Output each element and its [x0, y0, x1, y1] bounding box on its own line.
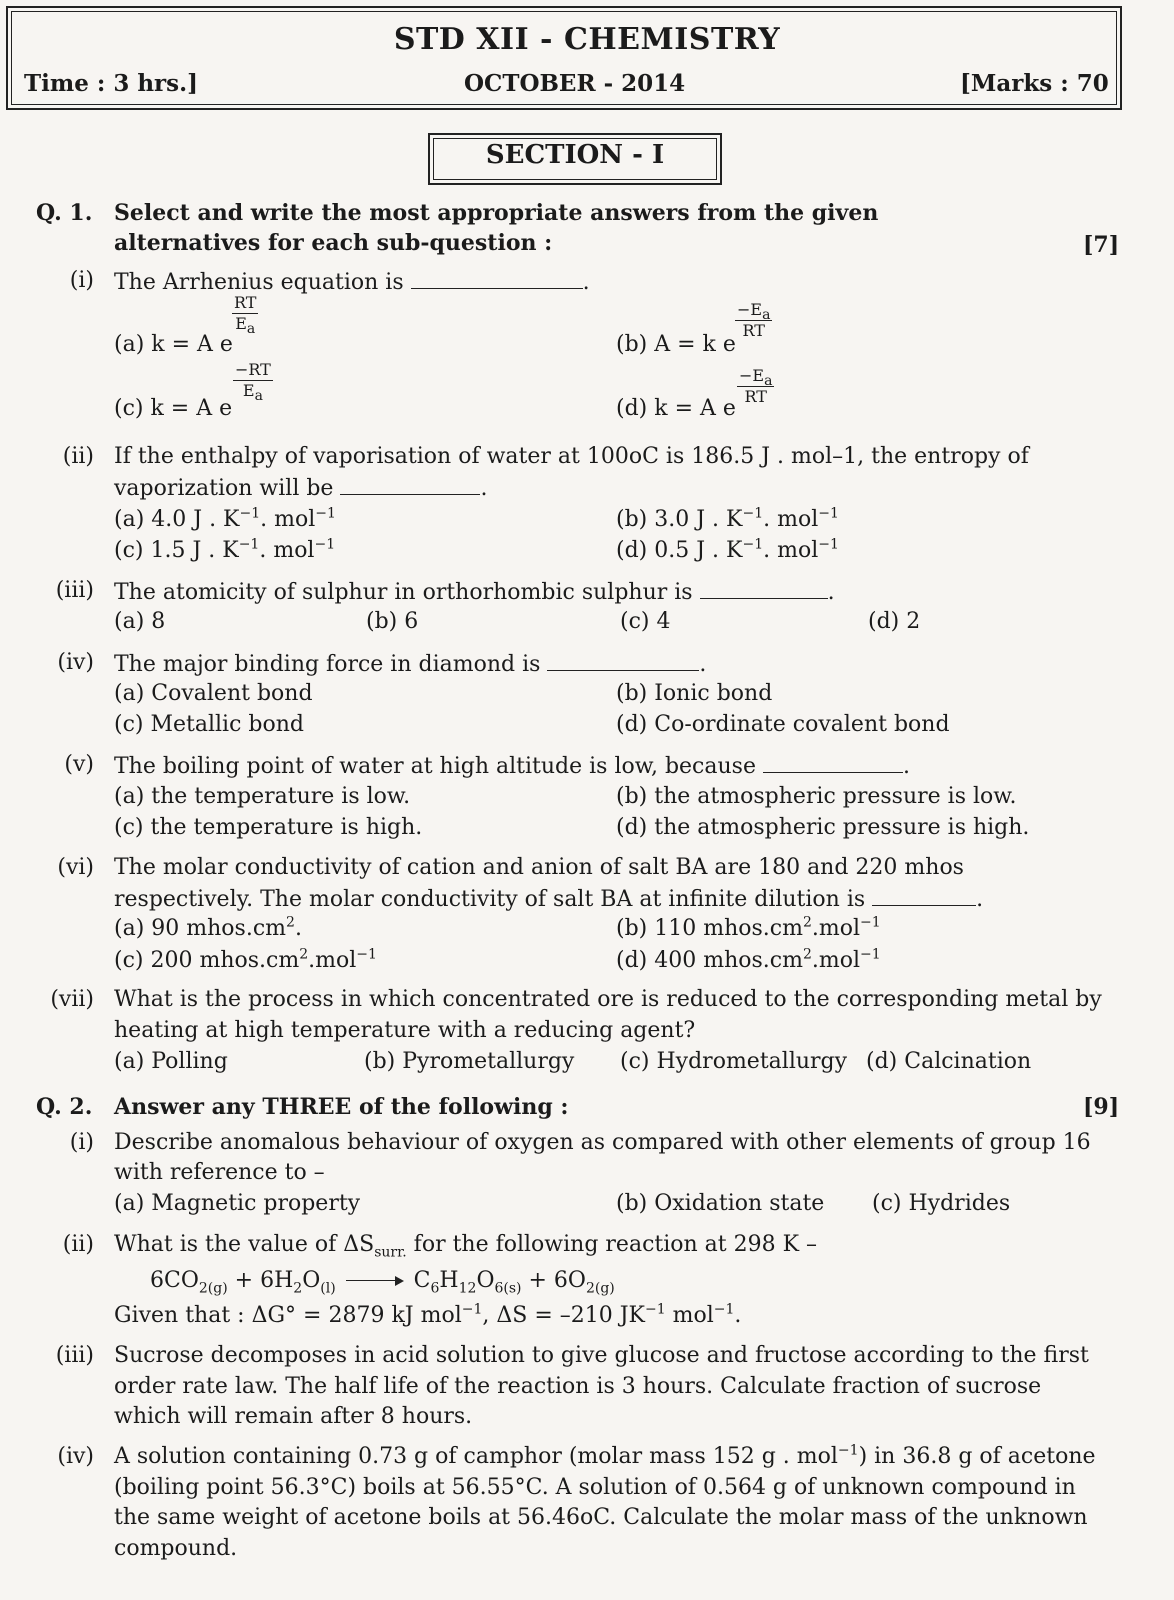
q2-iv-number: (iv): [57, 1444, 94, 1469]
q1-i-stem: The Arrhenius equation is .: [114, 270, 590, 295]
q1-i-option-b-exponent: $\frac{-E_a}{RT}$: [737, 300, 771, 340]
q2-iv-line4: compound.: [114, 1536, 238, 1561]
q1-iii-option-d: (d) 2: [868, 609, 921, 634]
q1-iv-option-d: (d) Co-ordinate covalent bond: [616, 712, 950, 737]
q1-v-number: (v): [64, 752, 94, 777]
q1-instruction-line2: alternatives for each sub-question :: [114, 230, 553, 256]
q1-iii-option-c: (c) 4: [620, 609, 671, 634]
q1-i-option-b: (b) A = k e: [616, 332, 736, 357]
exam-time: Time : 3 hrs.]: [24, 70, 199, 97]
q1-iv-number: (iv): [57, 650, 94, 675]
q1-vi-number: (vi): [57, 855, 94, 880]
q1-i-option-a-exponent: $\frac{RT}{E_a}$: [234, 293, 257, 338]
q1-vii-option-c: (c) Hydrometallurgy: [620, 1049, 848, 1074]
section-heading: SECTION - I: [485, 140, 665, 170]
q1-v-option-c: (c) the temperature is high.: [114, 815, 423, 840]
q1-i-option-c: (c) k = A e: [114, 396, 233, 421]
q1-vii-number: (vii): [50, 987, 94, 1012]
q1-vi-stem: The molar conductivity of cation and anion of salt BA are 180 and 220 mhos: [114, 855, 964, 880]
q2-i-option-c: (c) Hydrides: [872, 1191, 1011, 1216]
q2-ii-reaction: $6CO_{2(g)} + 6H_2O_{(l)}$ $C_6H_{12}O_{6(s)} + 6O_{2(g)}$: [150, 1268, 615, 1297]
q2-number: Q. 2.: [36, 1094, 93, 1120]
q1-i-option-d-exponent: $\frac{-E_a}{RT}$: [739, 366, 773, 406]
q2-iii-line2: order rate law. The half life of the reaction is 3 hours. Calculate fraction of sucrose: [114, 1374, 1042, 1399]
exam-marks: [Marks : 70: [960, 70, 1109, 97]
q1-vii-stem-line2: heating at high temperature with a reducing agent?: [114, 1018, 696, 1043]
q1-vi-stem-line2: respectively. The molar conductivity of salt BA at infinite dilution is .: [114, 887, 984, 912]
q1-ii-stem-line2: vaporization will be .: [114, 476, 488, 501]
q2-iii-line1: Sucrose decomposes in acid solution to give glucose and fructose according to the first: [114, 1343, 1089, 1368]
q1-iv-option-b: (b) Ionic bond: [616, 681, 773, 706]
q1-marks: [7]: [1083, 232, 1120, 258]
q1-ii-option-b: (b) 3.0 J . $K^{-1}$. mol$^{-1}$: [616, 505, 839, 532]
q1-i-number: (i): [69, 268, 94, 293]
q2-iv-line3: the same weight of acetone boils at 56.46oC. Calculate the molar mass of the unknown: [114, 1505, 1088, 1530]
q1-vii-option-d: (d) Calcination: [866, 1049, 1032, 1074]
q2-i-stem: Describe anomalous behaviour of oxygen as compared with other elements of group 16: [114, 1130, 1091, 1155]
exam-title: STD XII - CHEMISTRY: [393, 22, 781, 57]
q1-iv-stem: The major binding force in diamond is .: [114, 652, 707, 677]
q1-vii-option-a: (a) Polling: [114, 1049, 228, 1074]
q2-ii-stem: What is the value of $\Delta S_{surr.}$ for the following reaction at 298 K –: [114, 1232, 818, 1261]
q1-ii-option-a: (a) 4.0 J . $K^{-1}$. mol$^{-1}$: [114, 505, 336, 532]
q2-iv-line1: A solution containing 0.73 g of camphor (molar mass 152 g . mol$^{-1}$) in 36.8 g of acetone: [114, 1442, 1096, 1469]
exam-date: OCTOBER - 2014: [464, 70, 686, 97]
q2-iii-line3: which will remain after 8 hours.: [114, 1404, 473, 1429]
q1-vi-option-d: (d) 400 $mhos.cm^2.mol^{-1}$: [616, 946, 881, 973]
q2-iii-number: (iii): [55, 1343, 94, 1368]
q2-i-option-b: (b) Oxidation state: [616, 1191, 825, 1216]
q1-vii-stem: What is the process in which concentrated ore is reduced to the corresponding metal by: [114, 987, 1102, 1012]
q1-iv-option-c: (c) Metallic bond: [114, 712, 304, 737]
q1-iii-option-b: (b) 6: [366, 609, 419, 634]
q1-v-option-b: (b) the atmospheric pressure is low.: [616, 784, 1017, 809]
q2-marks: [9]: [1083, 1094, 1120, 1120]
q1-iii-option-a: (a) 8: [114, 609, 166, 634]
q1-vii-option-b: (b) Pyrometallurgy: [364, 1049, 575, 1074]
q2-i-stem-line2: with reference to –: [114, 1160, 325, 1185]
q1-v-option-d: (d) the atmospheric pressure is high.: [616, 815, 1030, 840]
q1-ii-number: (ii): [62, 444, 94, 469]
q2-iv-line2: (boiling point 56.3°C) boils at 56.55°C. A solution of 0.564 g of unknown compound in: [114, 1475, 1076, 1500]
q1-iii-number: (iii): [55, 578, 94, 603]
q2-i-option-a: (a) Magnetic property: [114, 1191, 361, 1216]
q1-vi-option-a: (a) 90 $mhos.cm^2$.: [114, 914, 302, 941]
q1-number: Q. 1.: [36, 200, 93, 226]
q2-ii-number: (ii): [62, 1232, 94, 1257]
q2-i-number: (i): [69, 1130, 94, 1155]
q1-iii-stem: The atomicity of sulphur in orthorhombic sulphur is .: [114, 580, 835, 605]
q1-vi-option-b: (b) 110 $mhos.cm^2.mol^{-1}$: [616, 914, 881, 941]
reaction-arrow-icon: [346, 1276, 404, 1286]
q1-instruction-line1: Select and write the most appropriate answers from the given: [114, 200, 879, 226]
q1-iv-option-a: (a) Covalent bond: [114, 681, 313, 706]
q1-ii-stem: If the enthalpy of vaporisation of water at 100oC is 186.5 J . mol–1, the entropy of: [114, 444, 1029, 469]
q2-heading: Answer any THREE of the following :: [114, 1094, 569, 1120]
q2-ii-given: Given that : ΔG° = 2879 kJ mol$^{-1}$, ΔS = –210 $JK^{-1}$ mol$^{-1}$.: [114, 1301, 742, 1328]
q1-i-option-a: (a) k = A e: [114, 332, 233, 357]
q1-vi-option-c: (c) 200 $mhos.cm^2.mol^{-1}$: [114, 946, 377, 973]
q1-v-option-a: (a) the temperature is low.: [114, 784, 411, 809]
q1-ii-option-d: (d) 0.5 J . $K^{-1}$. mol$^{-1}$: [616, 536, 839, 563]
q1-v-stem: The boiling point of water at high altitude is low, because .: [114, 754, 910, 779]
q1-i-option-d: (d) k = A e: [616, 396, 736, 421]
q1-ii-option-c: (c) 1.5 J . $K^{-1}$. mol$^{-1}$: [114, 536, 336, 563]
q1-i-option-c-exponent: $\frac{-RT}{E_a}$: [235, 360, 271, 405]
